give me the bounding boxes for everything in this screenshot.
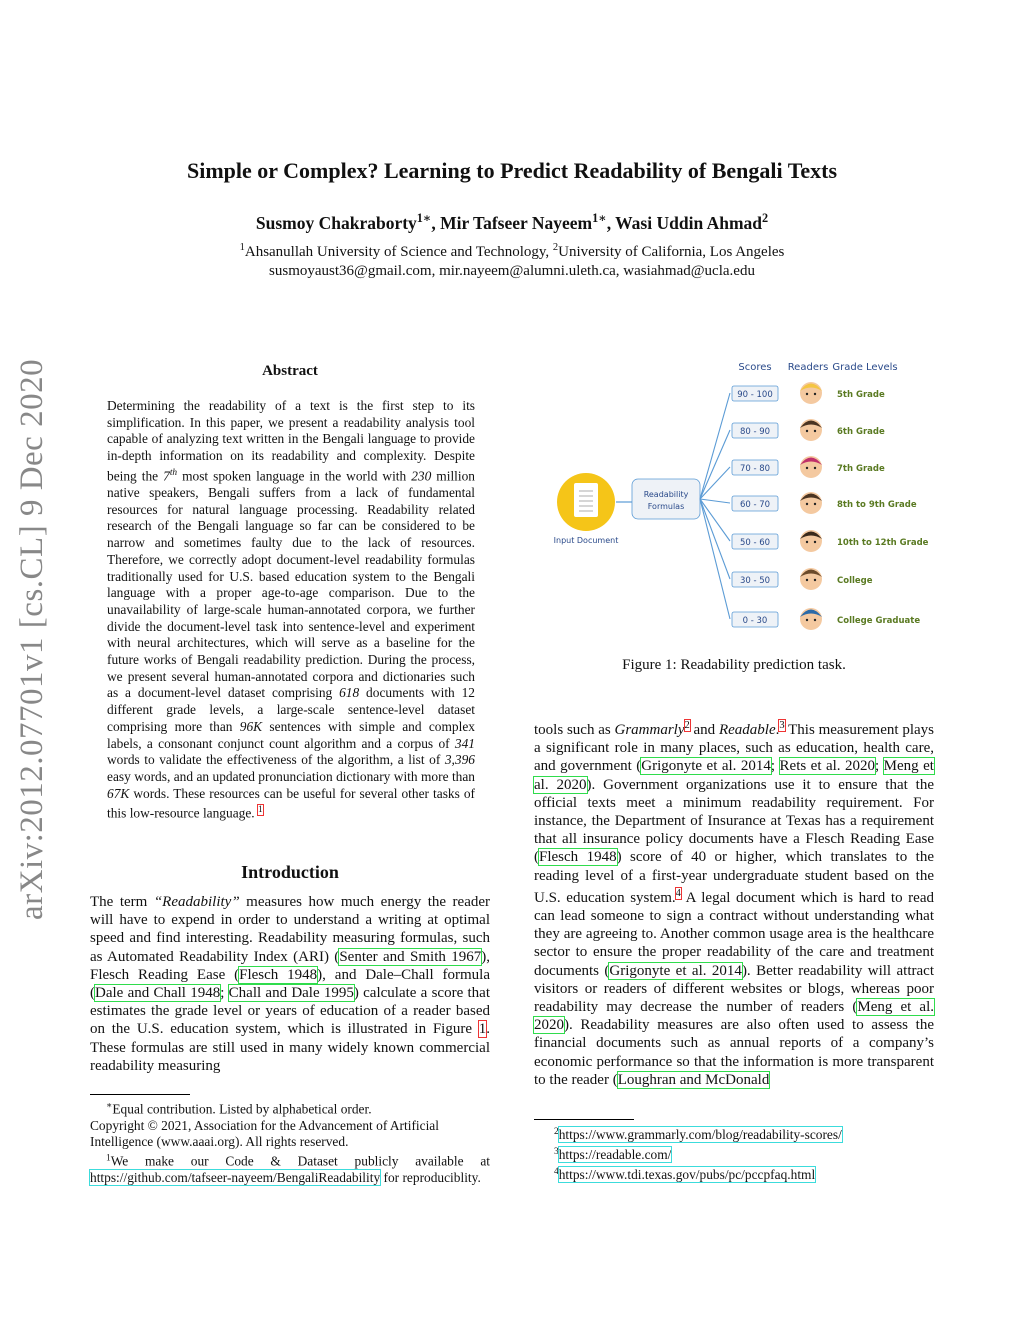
figure-1-diagram — [534, 355, 934, 655]
footnote-rule — [534, 1119, 634, 1120]
reader-eye-icon — [806, 503, 808, 505]
citation-link[interactable]: Dale and Chall 1948 — [95, 985, 221, 1002]
header-scores: Scores — [738, 362, 772, 373]
reader-eye-icon — [814, 467, 816, 469]
footnote-link-2[interactable]: 2 — [684, 720, 690, 731]
reader-eye-icon — [806, 393, 808, 395]
footnote-url[interactable]: https://readable.com/ — [558, 1147, 672, 1163]
abstract-heading: Abstract — [262, 363, 318, 379]
footnote-url[interactable]: https://www.tdi.texas.gov/pubs/pc/pccpfaq.html — [558, 1167, 816, 1183]
formula-label: Readability — [643, 490, 689, 499]
citation-link[interactable]: Grigonyte et al. 2014 — [609, 962, 742, 979]
grade-label: College — [837, 576, 873, 586]
reader-eye-icon — [814, 579, 816, 581]
header-readers: Readers — [787, 362, 829, 373]
author-emails: susmoyaust36@gmail.com, mir.nayeem@alumni.uleth.ca, wasiahmad@ucla.edu — [269, 263, 755, 279]
arrow — [700, 430, 730, 499]
reader-eye-icon — [806, 541, 808, 543]
citation-link[interactable]: Meng et al. 2020 — [534, 999, 934, 1034]
footnote-link-1[interactable]: 1 — [257, 805, 263, 816]
footnote-url[interactable]: https://www.grammarly.com/blog/readability-scores/ — [558, 1127, 842, 1143]
figure-caption: Figure 1: Readability prediction task. — [622, 657, 846, 673]
footnotes-left: ∗Equal contribution. Listed by alphabetical order. Copyright © 2021, Association for the Advancement of Artificial Intelligence (www.aaai.org). All rights reserved. $^1$We make our Code & Dataset publicly available at https://github.com/tafseer-nayeem/BengaliReadability for reproduciblity. — [90, 1101, 490, 1185]
citation-link[interactable]: Grigonyte et al. 2014 — [641, 758, 771, 775]
score-label: 0 - 30 — [742, 616, 768, 626]
score-label: 50 - 60 — [739, 538, 771, 548]
grade-label: 6th Grade — [837, 427, 885, 437]
reader-eye-icon — [806, 579, 808, 581]
figure-link[interactable]: 1 — [478, 1021, 487, 1038]
author-3: Wasi Uddin Ahmad — [615, 212, 763, 233]
footnote-rule — [90, 1094, 190, 1095]
affiliations: $^1$Ahsanullah University of Science and Technology, $^2$University of California, Los Angeles susmoyaust36@gmail.com, mir.nayeem@alumni.uleth.ca, wasiahmad@ucla.edu — [0, 238, 1024, 281]
introduction-body: The term “Readability” measures how much energy the reader will have to expend in order to understand a writing at optimal speed and find interesting. Readability measuring formulas, such as Automated Readability Index (ARI) (Senter and Smith 1967), Flesch Reading Ease (Flesch 1948), and Dale–Chall formula (Dale and Chall 1948; Chall and Dale 1995) calculate a score that estimates the grade level or years of education of a reader based on the U.S. education system, which is illustrated in Figure 1. These formulas are still used in many widely known commercial readability measuring — [90, 894, 491, 1074]
paper-title: Simple or Complex? Learning to Predict Readability of Bengali Texts — [186, 158, 838, 183]
citation-link[interactable]: Rets et al. 2020 — [779, 758, 876, 775]
formula-box — [632, 479, 700, 519]
reader-eye-icon — [814, 619, 816, 621]
reader-eye-icon — [814, 503, 816, 505]
column-2-body: tools such as Grammarly$^2$ and Readable.$^3$ This measurement plays a significant role in many places, such as education, health care, and government (Grigonyte et al. 2014; Rets et al. 2020; Meng et al. 2020). Government organizations use it to ensure that the official texts meet a minimum readability requirement. For instance, the Department of Insurance at Texas has a requirement that all insurance policy documents have a Flesch Reading Ease (Flesch 1948) score of 40 or higher, which translates to the reading level of a first-year undergraduate student based on the U.S. education system.$^4$ A legal document which is hard to read can lead someone to sign a contract without understanding what they are agreeing to. Another common usage area is the healthcare sector to ensure the proper readability of the care and treatment documents (Grigonyte et al. 2014). Better readability will attract visitors or readers of different websites or blogs, whereas poor readability may decrease the number of readers (Meng et al. 2020). Readability measures are also often used to assess the financial documents such as annual reports of a company’s economic performance so that the information is more transparent to the reader (Loughran and McDonald — [534, 720, 935, 1088]
reader-eye-icon — [806, 430, 808, 432]
grade-label: 8th to 9th Grade — [837, 500, 917, 510]
author-list: Susmoy Chakraborty$^{1∗}$, Mir Tafseer Nayeem$^{1∗}$, Wasi Uddin Ahmad$^2$ — [255, 211, 769, 233]
grade-label: 7th Grade — [837, 464, 885, 474]
arrow — [700, 499, 730, 541]
document-page-icon — [574, 483, 598, 517]
abstract-body: Determining the readability of a text is the first step to its simplification. In this paper, we present a readability analysis tool capable of analyzing text written in the Bengali language to provide in-depth information on its readability and complexity. Despite being the 7th most spoken language in the world with 230 million native speakers, Bengali suffers from a lack of fundamental resources for natural language processing. Readability related research of the Bengali language so far can be considered to be narrow and sometimes faulty due to the lack of resources. Therefore, we correctly adopt document-level readability formulas traditionally used for U.S. based education system to the Bengali language with a proper age-to-age comparison. Due to the unavailability of large-scale human-annotated corpora, we further divide the document-level task into sentence-level and experiment with neural architectures, which will serve as a baseline for the future works of Bengali readability prediction. During the process, we present several human-annotated corpora and dictionaries such as a document-level dataset comprising 618 documents with 12 different grade levels, a large-scale sentence-level dataset comprising more than 96K sentences with simple and complex labels, a consonant conjunct count algorithm and a corpus of 341 words to validate the effectiveness of the algorithm, a list of 3,396 easy words, and an updated pronunciation dictionary with more than 67K words. These resources can be useful for several other tasks of this low-resource language. $^1$ — [107, 398, 475, 821]
score-label: 90 - 100 — [737, 390, 773, 400]
header-grades: Grade Levels — [832, 362, 898, 373]
reader-eye-icon — [814, 430, 816, 432]
footnote-link-3[interactable]: 3 — [779, 720, 785, 731]
reader-eye-icon — [806, 619, 808, 621]
reader-eye-icon — [814, 541, 816, 543]
score-label: 70 - 80 — [739, 464, 771, 474]
grade-label: 5th Grade — [837, 390, 885, 400]
arxiv-stamp: arXiv:2012.07701v1 [cs.CL] 9 Dec 2020 — [14, 358, 50, 920]
reader-eye-icon — [806, 467, 808, 469]
grade-label: College Graduate — [837, 616, 921, 626]
citation-link[interactable]: Flesch 1948 — [539, 849, 617, 866]
score-label: 80 - 90 — [739, 427, 771, 437]
score-label: 60 - 70 — [739, 500, 771, 510]
arrow — [700, 499, 730, 503]
citation-link[interactable]: Flesch 1948 — [239, 966, 318, 983]
arrow — [700, 499, 730, 579]
grade-label: 10th to 12th Grade — [837, 538, 929, 548]
formula-label: Formulas — [647, 502, 685, 511]
reader-eye-icon — [814, 393, 816, 395]
score-label: 30 - 50 — [739, 576, 771, 586]
citation-link[interactable]: Chall and Dale 1995 — [228, 985, 354, 1002]
introduction-heading: Introduction — [241, 862, 339, 882]
arrow — [700, 499, 730, 619]
footnote-link-4[interactable]: 4 — [675, 887, 681, 899]
input-document-label: Input Document — [553, 536, 619, 545]
author-2: Mir Tafseer Nayeem — [440, 212, 593, 233]
citation-link[interactable]: Loughran and McDonald — [617, 1071, 770, 1088]
footnotes-right: $^2$https://www.grammarly.com/blog/readability-scores/ $^3$https://readable.com/ $^4$https://www.tdi.texas.gov/pubs/pc/pccpfaq.html — [554, 1127, 842, 1183]
citation-link[interactable]: Senter and Smith 1967 — [339, 948, 482, 965]
github-link[interactable]: https://github.com/tafseer-nayeem/BengaliReadability — [90, 1169, 381, 1185]
author-1: Susmoy Chakraborty — [255, 212, 417, 233]
citation-link[interactable]: Meng et al. 2020 — [534, 758, 934, 793]
